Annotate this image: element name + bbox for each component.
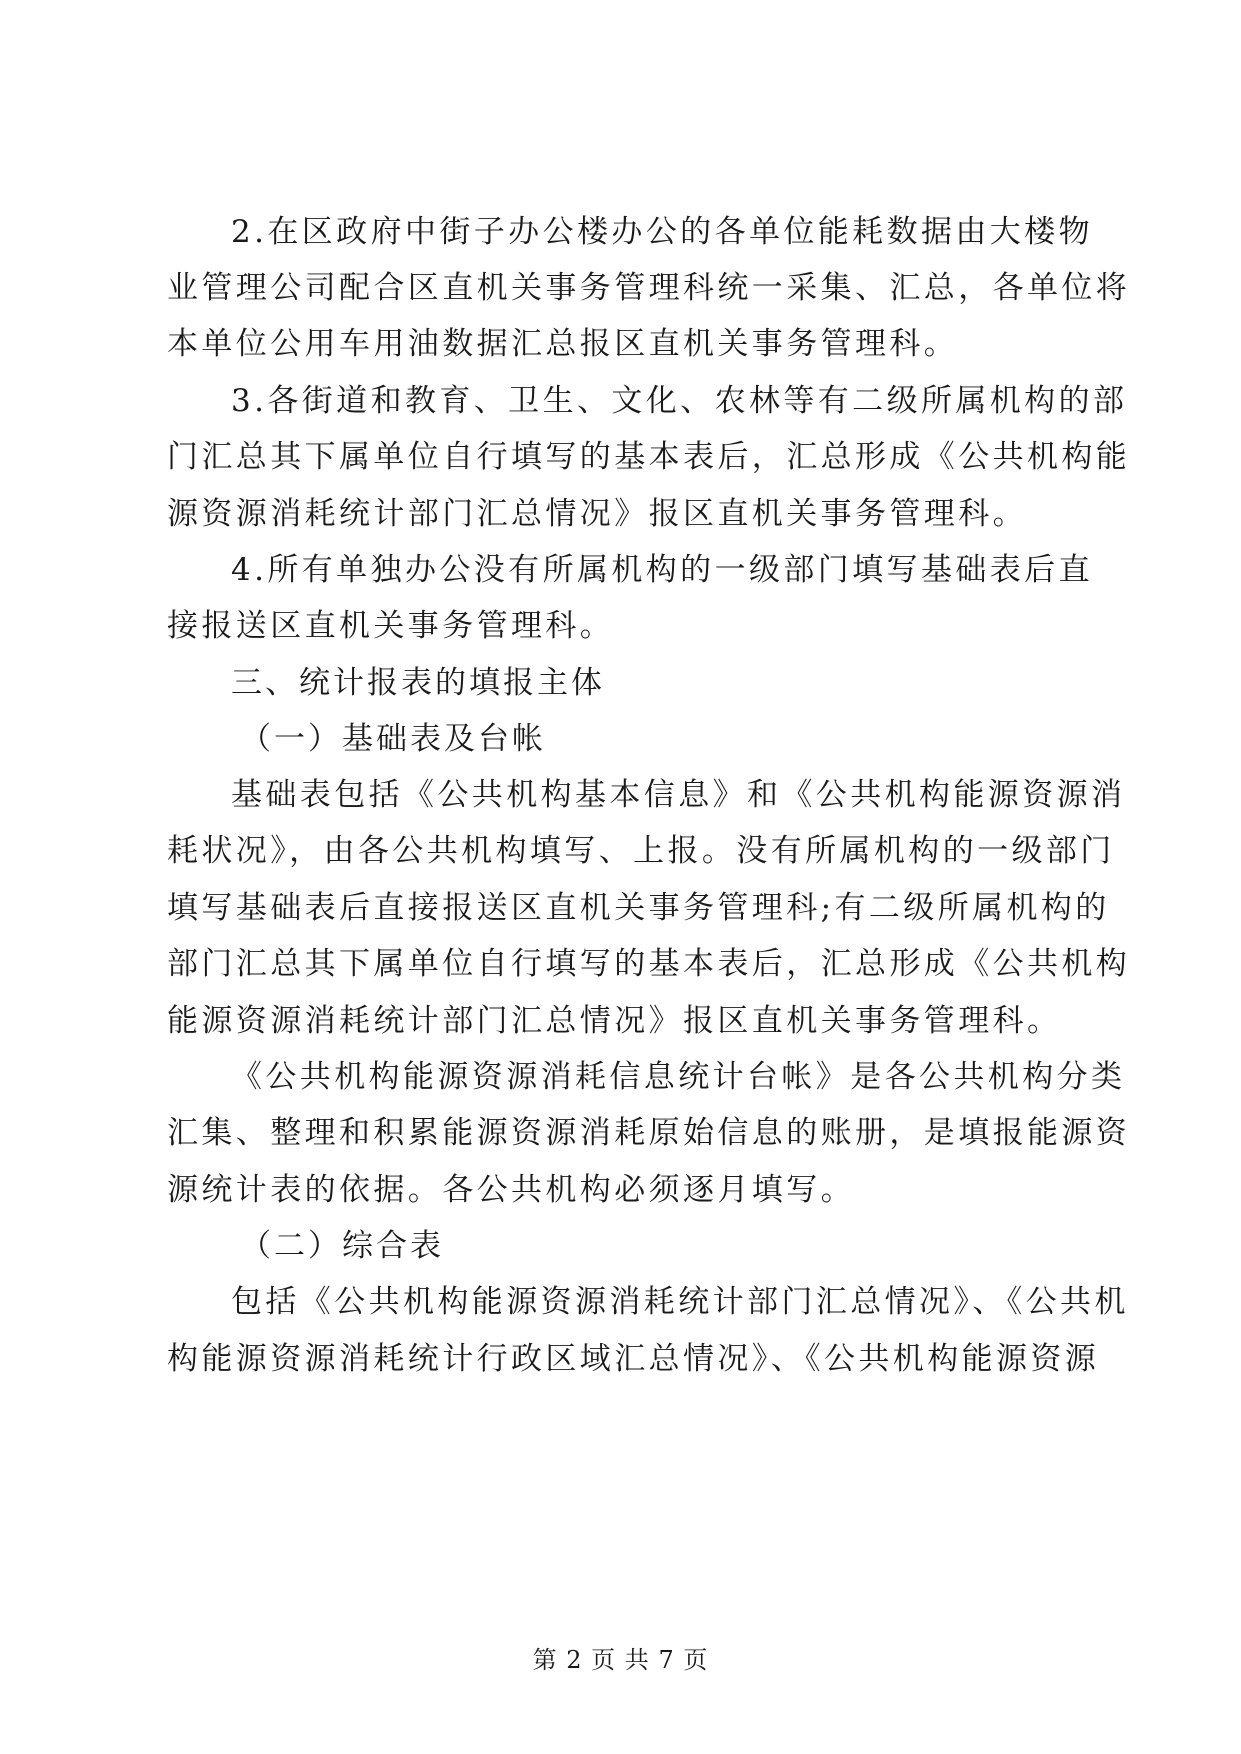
paragraph-line: 门汇总其下属单位自行填写的基本表后，汇总形成《公共机构能 [167,439,1131,475]
paragraph-line: 部门汇总其下属单位自行填写的基本表后，汇总形成《公共机构 [167,946,1131,982]
subsection-heading: （一）基础表及台帐 [240,721,546,757]
paragraph-line: 接报送区直机关事务管理科。 [167,608,615,644]
page-number-footer: 第 2 页 共 7 页 [532,1646,709,1674]
section-heading: 三、统计报表的填报主体 [231,665,605,701]
paragraph-line: 构能源资源消耗统计行政区域汇总情况》、《公共机构能源资源 [167,1341,1100,1377]
paragraph-line: 能源资源消耗统计部门汇总情况》报区直机关事务管理科。 [167,1003,1062,1039]
subsection-heading: （二）综合表 [240,1228,444,1264]
paragraph-line: 《公共机构能源资源消耗信息统计台帐》是各公共机构分类 [231,1059,1126,1095]
paragraph-line: 耗状况》，由各公共机构填写、上报。没有所属机构的一级部门 [167,833,1115,869]
paragraph-line: 基础表包括《公共机构基本信息》和《公共机构能源资源消 [231,777,1126,813]
paragraph-line: 填写基础表后直接报送区直机关事务管理科;有二级所属机构的 [167,890,1110,926]
paragraph-line: 2.在区政府中街子办公楼办公的各单位能耗数据由大楼物 [231,214,1093,250]
paragraph-line: 汇集、整理和积累能源资源消耗原始信息的账册，是填报能源资 [167,1115,1131,1151]
paragraph-line: 4.所有单独办公没有所属机构的一级部门填写基础表后直 [231,552,1093,588]
paragraph-line: 本单位公用车用油数据汇总报区直机关事务管理科。 [167,326,959,362]
paragraph-line: 包括《公共机构能源资源消耗统计部门汇总情况》、《公共机 [231,1284,1129,1320]
paragraph-line: 源统计表的依据。各公共机构必须逐月填写。 [167,1172,855,1208]
paragraph-line: 源资源消耗统计部门汇总情况》报区直机关事务管理科。 [167,496,1027,532]
paragraph-line: 业管理公司配合区直机关事务管理科统一采集、汇总，各单位将 [167,270,1131,306]
paragraph-line: 3.各街道和教育、卫生、文化、农林等有二级所属机构的部 [231,383,1128,419]
